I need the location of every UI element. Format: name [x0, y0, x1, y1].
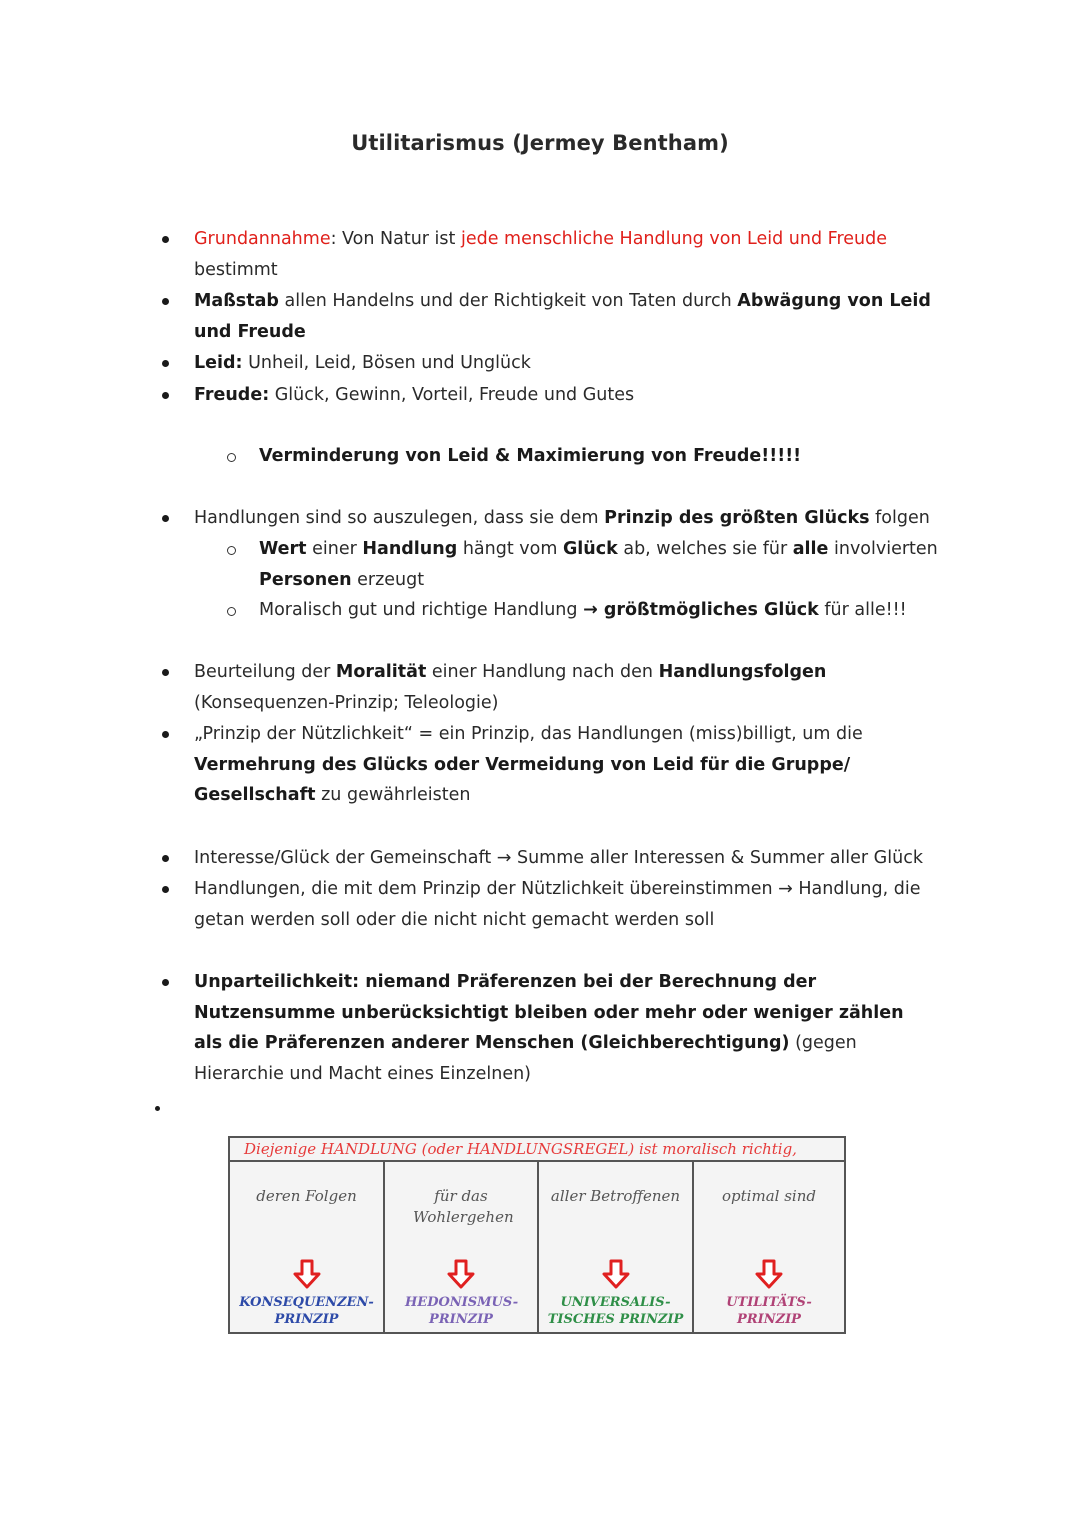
down-arrow-icon	[447, 1259, 475, 1289]
text: zu gewährleisten	[315, 785, 471, 806]
column-bottom-label: UNIVERSALIS-TISCHES PRINZIP	[547, 1295, 684, 1327]
text: (gegen Hierarchie und Macht eines Einzelnen)	[194, 1033, 857, 1085]
text: „Prinzip der Nützlichkeit“ = ein Prinzip, das Handlungen (miss)billigt, um die	[194, 724, 863, 744]
keyword-freude: Freude:	[194, 385, 270, 405]
text: für alle!!!	[818, 600, 907, 620]
sub-bullet-moralisch	[259, 595, 949, 626]
sub-bullet-circle	[227, 546, 236, 555]
sub-bullet-circle	[227, 453, 236, 462]
keyword-groesstmoeglich: größtmögliches Glück	[597, 600, 819, 620]
bullet-dot	[162, 979, 169, 986]
diagram-header: Diejenige HANDLUNG (oder HANDLUNGSREGEL) ist moralisch richtig,	[230, 1138, 844, 1162]
text: Handlungen sind so auszulegen, dass sie dem	[194, 508, 605, 528]
bullet-dot	[162, 515, 169, 522]
column-top-text: optimal sind	[722, 1187, 816, 1205]
column-bottom-label: HEDONISMUS-PRINZIP	[405, 1295, 519, 1327]
text: allen Handelns und der Richtigkeit von Taten durch	[278, 291, 738, 311]
down-arrow-icon	[755, 1259, 783, 1289]
text: hängt vom	[457, 539, 563, 559]
keyword-wert: Wert	[259, 539, 307, 559]
sub-bullet-circle	[227, 607, 236, 616]
bullet-dot	[162, 236, 169, 243]
keyword-verminderung: Verminderung von Leid & Maximierung von Freude!!!!!	[259, 446, 802, 466]
keyword-handlung: Handlung	[362, 539, 458, 559]
keyword-handlung: jede menschliche Handlung von Leid und Freude	[460, 229, 887, 249]
keyword-leid: Leid:	[194, 353, 243, 373]
text: erzeugt	[351, 569, 425, 590]
keyword-prinzip: Prinzip des größten Glücks	[604, 508, 870, 528]
diagram-column-hedonismus	[385, 1162, 539, 1332]
bullet-freude	[194, 380, 946, 411]
column-bottom-label: UTILITÄTS-PRINZIP	[726, 1295, 812, 1327]
diagram-column-konsequenzen	[230, 1162, 385, 1332]
down-arrow-icon	[602, 1259, 630, 1289]
keyword-personen: Personen	[259, 569, 352, 590]
keyword-massstab: Maßstab	[194, 291, 279, 311]
bullet-dot-empty	[155, 1106, 160, 1111]
bullet-handlungen-prinzip	[194, 874, 946, 935]
bullet-dot	[162, 669, 169, 676]
page-title: Utilitarismus (Jermey Bentham)	[351, 131, 729, 155]
sub-bullet-verminderung	[259, 441, 949, 472]
bullet-dot	[162, 298, 169, 305]
diagram-column-utilitaets	[694, 1162, 844, 1332]
text: : Von Natur ist	[330, 229, 461, 249]
text: Glück, Gewinn, Vorteil, Freude und Gutes	[269, 385, 635, 405]
arrow-icon: →	[583, 600, 598, 620]
bullet-dot	[162, 855, 169, 862]
text: involvierten	[828, 539, 938, 559]
bullet-unparteilichkeit	[194, 967, 906, 1090]
sub-bullet-wert	[259, 534, 949, 595]
text: Unheil, Leid, Bösen und Unglück	[242, 353, 531, 373]
text: (Konsequenzen-Prinzip; Teleologie)	[194, 692, 499, 713]
bullet-dot	[162, 392, 169, 399]
text: Interesse/Glück der Gemeinschaft → Summe aller Interessen & Summer aller Glück	[194, 848, 923, 868]
bullet-beurteilung	[194, 657, 946, 718]
keyword-glueck: Glück	[562, 539, 618, 559]
keyword-alle: alle	[792, 539, 829, 559]
keyword-moralitaet: Moralität	[335, 662, 427, 682]
column-top-text: deren Folgen	[256, 1187, 357, 1205]
column-bottom-label: KONSEQUENZEN-PRINZIP	[239, 1295, 374, 1327]
column-top-text: aller Betroffenen	[550, 1187, 681, 1205]
keyword-handlungsfolgen: Handlungsfolgen	[658, 662, 827, 682]
keyword-unparteilichkeit: Unparteilichkeit: niemand Präferenzen bei der Berechnung der Nutzensumme unberücksichtigt bleiben oder mehr oder weniger zählen als die Präferenzen anderer Menschen (Gleichberechtigung)	[194, 972, 904, 1054]
bullet-dot	[162, 360, 169, 367]
text: einer	[306, 539, 363, 559]
text: bestimmt	[194, 259, 278, 280]
text: einer Handlung nach den	[426, 662, 659, 682]
bullet-grundannahme	[194, 224, 946, 285]
keyword-grundannahme: Grundannahme	[194, 229, 331, 249]
bullet-massstab	[194, 286, 934, 347]
text: Beurteilung der	[194, 662, 336, 682]
text: folgen	[869, 508, 930, 528]
bullet-leid	[194, 348, 946, 379]
bullet-interesse	[194, 843, 954, 874]
bullet-nuetzlichkeit	[194, 719, 946, 811]
text: Moralisch gut und richtige Handlung	[259, 600, 584, 620]
down-arrow-icon	[293, 1259, 321, 1289]
bullet-dot	[162, 886, 169, 893]
text: Handlungen, die mit dem Prinzip der Nützlichkeit übereinstimmen → Handlung, die getan werden soll oder die nicht nicht gemacht werden soll	[194, 879, 921, 930]
principle-diagram	[228, 1136, 846, 1334]
text: ab, welches sie für	[617, 539, 793, 559]
column-top-text: für das Wohlergehen	[413, 1187, 514, 1226]
keyword-vermehrung: Vermehrung des Glücks oder Vermeidung von Leid für die Gruppe/ Gesellschaft	[194, 754, 851, 806]
diagram-column-universalis	[539, 1162, 694, 1332]
bullet-dot	[162, 731, 169, 738]
keyword-abwaegung: Abwägung von Leid und Freude	[194, 291, 931, 342]
bullet-prinzip-gluecks	[194, 503, 946, 534]
